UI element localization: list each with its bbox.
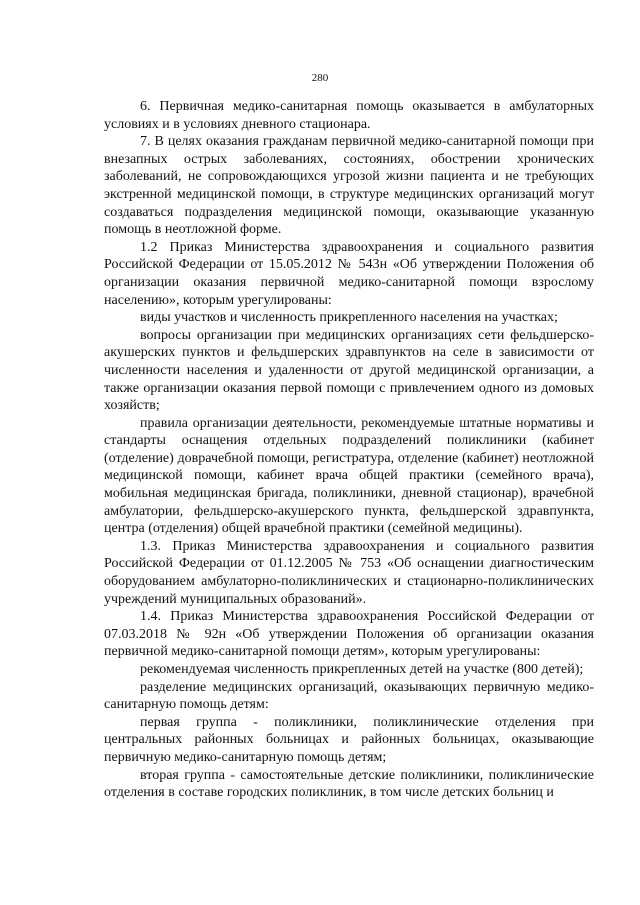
paragraph: виды участков и численность прикрепленного населения на участках; <box>140 310 558 326</box>
paragraph: 7. В целях оказания гражданам первичной медико-санитарной помощи при внезапных острых заболеваниях, состояниях, обострении хронических заболеваний, не сопровождающихся угрозой жизни пациента и не требующих экстренной медицинской помощи, в структуре медицинских организаций могут создаваться подразделения медицинской помощи, оказывающие указанную помощь в неотложной форме. <box>104 134 594 238</box>
paragraph: рекомендуемая численность прикрепленных детей на участке (800 детей); <box>140 662 584 677</box>
paragraph: правила организации деятельности, рекомендуемые штатные нормативы и стандарты оснащения отдельных подразделений поликлиники (кабинет (отделение) доврачебной помощи, регистратура, отделение (кабинет) неотложной медицинской помощи, кабинет врача общей практики (семейного врача), мобильная медицинская бригада, поликлиники, дневной стационар), врачебной амбулатории, фельдшерско-акушерского пункта, фельдшерской здравпункта, центра (отделения) общей врачебной практики (семейной медицины). <box>104 415 594 537</box>
paragraph: разделение медицинских организаций, оказывающих первичную медико-санитарную помощь детям: <box>104 679 594 713</box>
paragraph: вторая группа - самостоятельные детские поликлиники, поликлинические отделения в составе городских поликлиник, в том числе детских больниц и <box>104 767 594 801</box>
paragraph: 6. Первичная медико-санитарная помощь оказывается в амбулаторных условиях и в условиях дневного стационара. <box>104 99 594 132</box>
document-body <box>104 98 594 802</box>
page-number: 280 <box>311 72 329 84</box>
paragraph: вопросы организации при медицинских организациях сети фельдшерско-акушерских пунктов и фельдшерских здравпунктов на селе в зависимости от численности населения и удаленности от другой медицинской организации, а также организации оказания первой помощи с привлечением одного из домовых хозяйств; <box>104 327 594 414</box>
paragraph: 1.4. Приказ Министерства здравоохранения Российской Федерации от 07.03.2018 № 92н «Об утверждении Положения об организации оказания первичной медико-санитарной помощи детям», которым урегулированы: <box>104 609 594 660</box>
paragraph: 1.2 Приказ Министерства здравоохранения и социального развития Российской Федерации от 15.05.2012 № 543н «Об утверждении Положения об организации оказания первичной медико-санитарной помощи взрослому населению», которым урегулированы: <box>104 239 594 308</box>
paragraph: 1.3. Приказ Министерства здравоохранения и социального развития Российской Федерации от 01.12.2005 № 753 «Об оснащении диагностическим оборудованием амбулаторно-поликлинических и стационарно-поликлинических учреждений муниципальных образований». <box>104 538 594 607</box>
paragraph: первая группа - поликлиники, поликлинические отделения при центральных районных больницах и районных больницах, оказывающие первичную медико-санитарную помощь детям; <box>104 714 594 765</box>
